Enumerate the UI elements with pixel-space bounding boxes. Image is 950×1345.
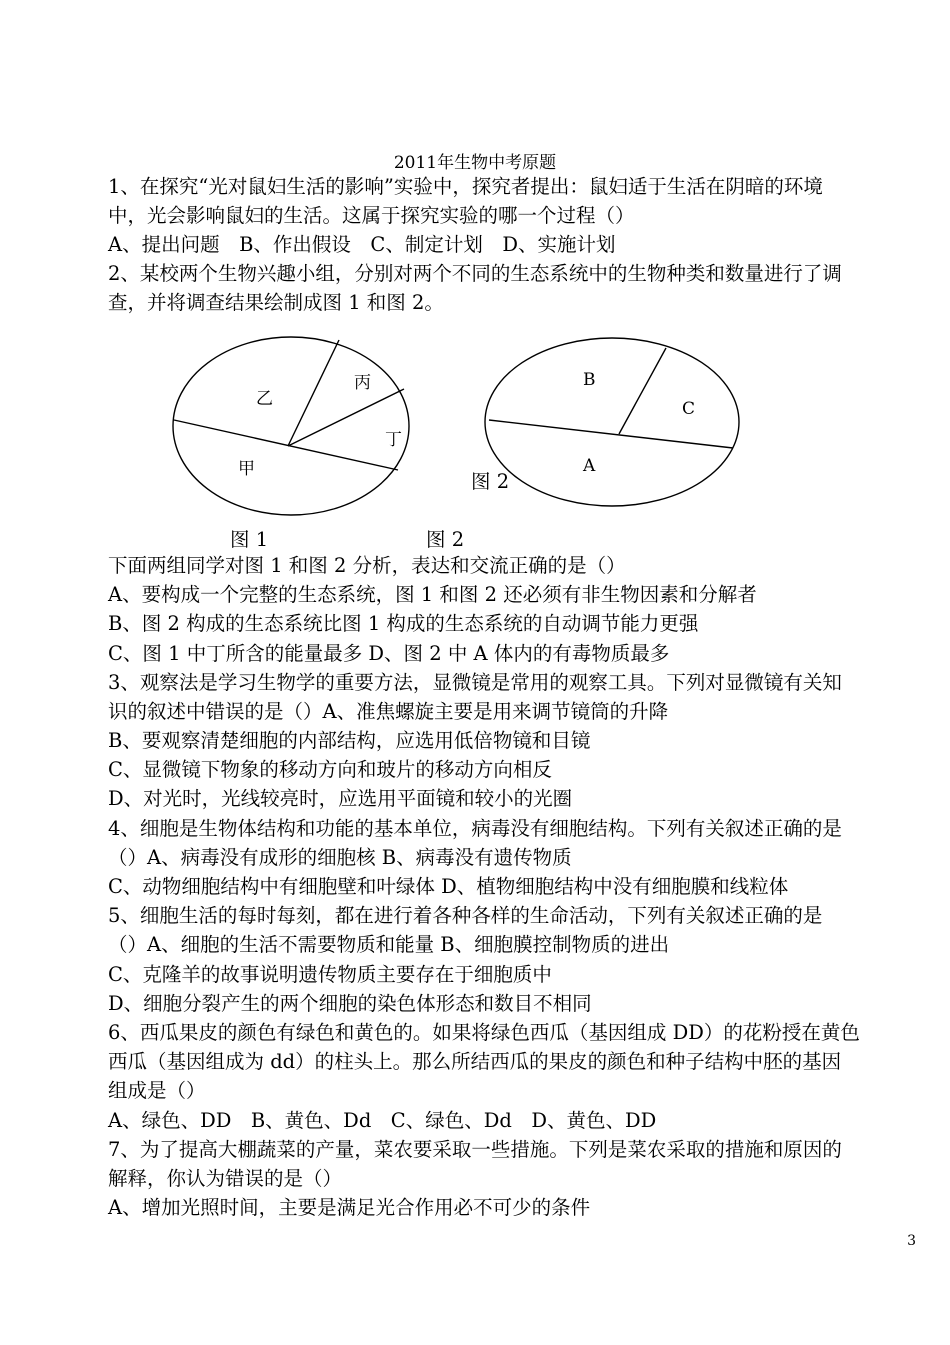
figure-2-caption: 图 2 — [426, 528, 465, 551]
text-line: C、动物细胞结构中有细胞壁和叶绿体 D、植物细胞结构中没有细胞膜和线粒体 — [108, 875, 789, 898]
figure-1-label-jia: 甲 — [238, 459, 255, 479]
text-line: 组成是（） — [108, 1079, 206, 1102]
text-line: 5、细胞生活的每时每刻，都在进行着各种各样的生命活动，下列有关叙述正确的是 — [108, 904, 823, 927]
text-line: （）A、细胞的生活不需要物质和能量 B、细胞膜控制物质的进出 — [108, 933, 670, 956]
figure-2-label-a: A — [583, 456, 596, 476]
figure-1-caption: 图 1 — [230, 528, 269, 551]
figure-1-label-yi: 乙 — [256, 389, 273, 409]
figure-2-label-b: B — [583, 370, 596, 390]
text-line: A、提出问题 B、作出假设 C、制定计划 D、实施计划 — [108, 233, 616, 256]
text-line: A、要构成一个完整的生态系统，图 1 和图 2 还必须有非生物因素和分解者 — [108, 583, 757, 606]
text-line: D、对光时，光线较亮时，应选用平面镜和较小的光圈 — [108, 787, 573, 810]
text-line: （）A、病毒没有成形的细胞核 B、病毒没有遗传物质 — [108, 846, 572, 869]
text-line: A、绿色、DD B、黄色、Dd C、绿色、Dd D、黄色、DD — [108, 1109, 657, 1132]
text-line: 下面两组同学对图 1 和图 2 分析，表达和交流正确的是（） — [108, 554, 626, 577]
figure-diagrams — [0, 0, 950, 540]
text-line: C、显微镜下物象的移动方向和玻片的移动方向相反 — [108, 758, 552, 781]
text-line: C、图 1 中丁所含的能量最多 D、图 2 中 A 体内的有毒物质最多 — [108, 642, 670, 665]
text-line: 中，光会影响鼠妇的生活。这属于探究实验的哪一个过程（） — [108, 204, 635, 227]
figure-1-label-bing: 丙 — [354, 373, 371, 393]
text-line: A、增加光照时间，主要是满足光合作用必不可少的条件 — [108, 1196, 591, 1219]
text-line: C、克隆羊的故事说明遗传物质主要存在于细胞质中 — [108, 963, 552, 986]
page-title: 2011年生物中考原题 — [393, 153, 557, 173]
text-line: 6、西瓜果皮的颜色有绿色和黄色的。如果将绿色西瓜（基因组成 DD）的花粉授在黄色 — [108, 1021, 860, 1044]
page-number: 3 — [907, 1233, 916, 1249]
text-line: 识的叙述中错误的是（）A、准焦螺旋主要是用来调节镜筒的升降 — [108, 700, 669, 723]
figure-2-inner-caption: 图 2 — [471, 470, 510, 493]
figure-2-label-c: C — [682, 399, 696, 419]
text-line: 解释，你认为错误的是（） — [108, 1167, 343, 1190]
text-line: B、图 2 构成的生态系统比图 1 构成的生态系统的自动调节能力更强 — [108, 612, 699, 635]
text-line: 西瓜（基因组成为 dd）的柱头上。那么所结西瓜的果皮的颜色和种子结构中胚的基因 — [108, 1050, 842, 1073]
figure-2-diagram — [485, 338, 739, 506]
text-line: 3、观察法是学习生物学的重要方法，显微镜是常用的观察工具。下列对显微镜有关知 — [108, 671, 842, 694]
text-line: 7、为了提高大棚蔬菜的产量，菜农要采取一些措施。下列是菜农采取的措施和原因的 — [108, 1138, 842, 1161]
text-line: 4、细胞是生物体结构和功能的基本单位，病毒没有细胞结构。下列有关叙述正确的是 — [108, 817, 842, 840]
text-line: 查，并将调查结果绘制成图 1 和图 2。 — [108, 291, 444, 314]
text-line: D、细胞分裂产生的两个细胞的染色体形态和数目不相同 — [108, 992, 592, 1015]
figure-1-diagram — [173, 337, 409, 515]
text-line: B、要观察清楚细胞的内部结构，应选用低倍物镜和目镜 — [108, 729, 591, 752]
text-line: 2、某校两个生物兴趣小组，分别对两个不同的生态系统中的生物种类和数量进行了调 — [108, 262, 842, 285]
figure-1-label-ding: 丁 — [385, 430, 402, 450]
text-line: 1、在探究“光对鼠妇生活的影响”实验中，探究者提出：鼠妇适于生活在阴暗的环境 — [108, 175, 823, 198]
